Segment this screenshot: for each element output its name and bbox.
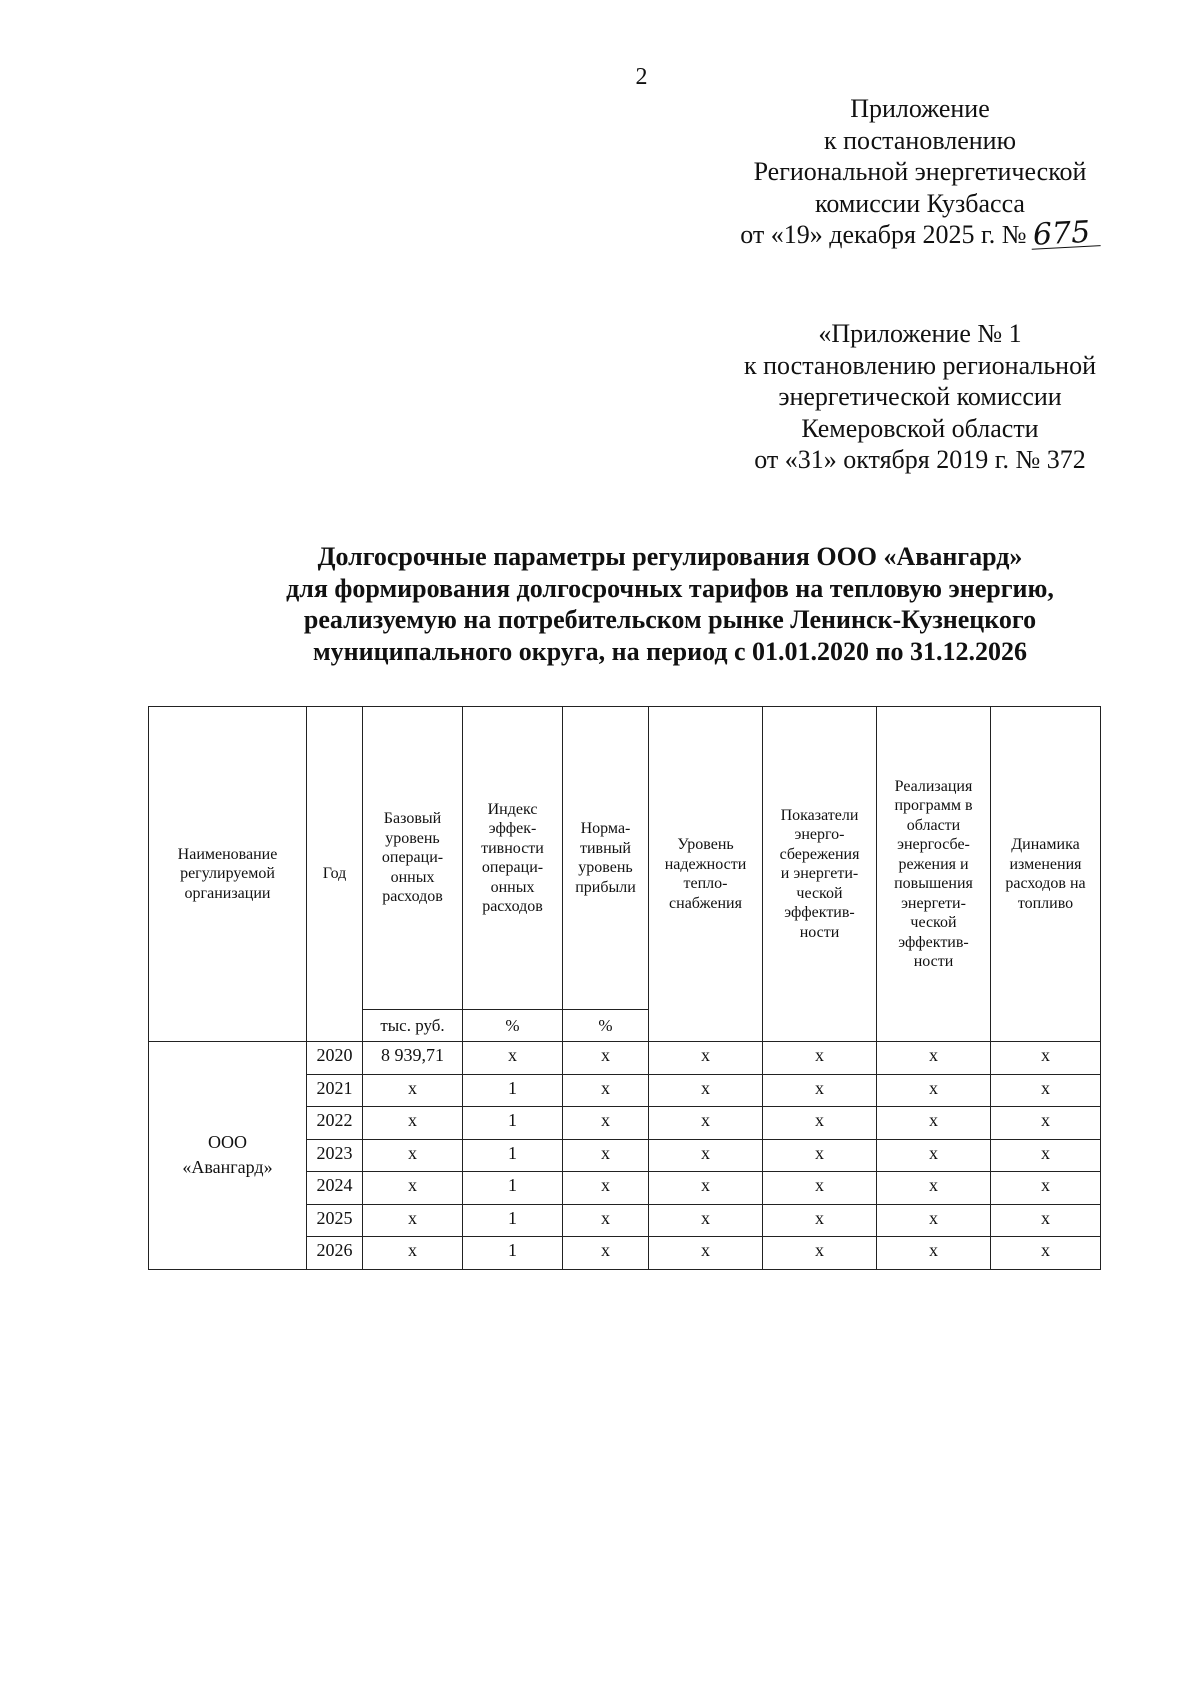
energy-saving-programs-cell: х [877,1139,991,1172]
annex-original-line: Кемеровской области [801,413,1039,443]
energy-saving-indicators-cell: х [763,1074,877,1107]
header-organization: Наименование регулируемой организации [149,707,307,1042]
document-title-line: для формирования долгосрочных тарифов на тепловую энергию, [286,573,1054,603]
annex-original-line: энергетической комиссии [778,382,1062,411]
year-cell: 2026 [307,1237,363,1270]
annex-current-date-line [680,214,1160,253]
normative-profit-cell: х [563,1139,649,1172]
header-year: Год [307,707,363,1042]
base-opex-cell: х [363,1172,463,1205]
annex-current-date-prefix: от «19» декабря 2025 г. № [740,220,1027,249]
header-energy-saving-programs: Реализация программ в области энергосбе- режения и повышения энергети- ческой эффектив- ности [877,707,991,1042]
header-energy-saving-indicators: Показатели энерго- сбережения и энергети- ческой эффектив- ности [763,707,877,1042]
efficiency-index-cell: 1 [463,1074,563,1107]
annex-current-line: комиссии Кузбасса [815,188,1025,218]
unit-efficiency-index: % [463,1010,563,1042]
annex-current-header [680,93,1160,251]
reliability-cell: х [649,1172,763,1205]
normative-profit-cell: х [563,1042,649,1075]
efficiency-index-cell: х [463,1042,563,1075]
normative-profit-cell: х [563,1237,649,1270]
fuel-cost-dynamics-cell: х [991,1042,1101,1075]
year-cell: 2022 [307,1107,363,1140]
efficiency-index-cell: 1 [463,1139,563,1172]
table-row [149,1042,1101,1075]
table-header-row [149,707,1101,1010]
reliability-cell: х [649,1237,763,1270]
reliability-cell: х [649,1107,763,1140]
energy-saving-indicators-cell: х [763,1139,877,1172]
year-cell: 2023 [307,1139,363,1172]
year-cell: 2020 [307,1042,363,1075]
document-title-line: муниципального округа, на период с 01.01.2020 по 31.12.2026 [312,636,1028,666]
annex-current-line: Региональной энергетической [753,157,1087,186]
base-opex-cell: х [363,1074,463,1107]
year-cell: 2024 [307,1172,363,1205]
header-fuel-cost-dynamics: Динамика изменения расходов на топливо [991,707,1101,1042]
annex-current-line: Приложение [850,94,990,123]
energy-saving-indicators-cell: х [763,1204,877,1237]
energy-saving-programs-cell: х [877,1074,991,1107]
energy-saving-programs-cell: х [877,1237,991,1270]
page-number: 2 [635,64,648,90]
energy-saving-indicators-cell: х [763,1237,877,1270]
document-title-line: реализуемую на потребительском рынке Ленинск-Кузнецкого [303,605,1037,634]
reliability-cell: х [649,1204,763,1237]
energy-saving-indicators-cell: х [763,1042,877,1075]
normative-profit-cell: х [563,1172,649,1205]
fuel-cost-dynamics-cell: х [991,1172,1101,1205]
document-title-line: Долгосрочные параметры регулирования ООО «Авангард» [317,542,1023,571]
energy-saving-programs-cell: х [877,1042,991,1075]
efficiency-index-cell: 1 [463,1107,563,1140]
energy-saving-programs-cell: х [877,1204,991,1237]
organization-name-cell: ООО «Авангард» [149,1042,307,1270]
fuel-cost-dynamics-cell: х [991,1237,1101,1270]
efficiency-index-cell: 1 [463,1172,563,1205]
reliability-cell: х [649,1074,763,1107]
normative-profit-cell: х [563,1107,649,1140]
year-cell: 2021 [307,1074,363,1107]
annex-current-line: к постановлению [823,125,1017,155]
efficiency-index-cell: 1 [463,1204,563,1237]
base-opex-cell: х [363,1107,463,1140]
base-opex-cell: х [363,1237,463,1270]
base-opex-cell: х [363,1139,463,1172]
annex-original-line: «Приложение № 1 [818,319,1022,348]
annex-original-line: к постановлению региональной [743,350,1097,380]
efficiency-index-cell: 1 [463,1237,563,1270]
document-title [200,541,1140,667]
header-normative-profit: Норма- тивный уровень прибыли [563,707,649,1010]
annex-original-header [680,318,1160,476]
annex-original-line: от «31» октября 2019 г. № 372 [754,445,1086,474]
fuel-cost-dynamics-cell: х [991,1107,1101,1140]
header-base-opex: Базовый уровень операци- онных расходов [363,707,463,1010]
fuel-cost-dynamics-cell: х [991,1074,1101,1107]
header-efficiency-index: Индекс эффек- тивности операци- онных расходов [463,707,563,1010]
year-cell: 2025 [307,1204,363,1237]
energy-saving-indicators-cell: х [763,1107,877,1140]
handwritten-document-number: 675 [1030,219,1101,250]
unit-base-opex: тыс. руб. [363,1010,463,1042]
regulation-parameters-table [148,706,1101,1270]
fuel-cost-dynamics-cell: х [991,1139,1101,1172]
energy-saving-programs-cell: х [877,1172,991,1205]
reliability-cell: х [649,1139,763,1172]
table-body [149,1042,1101,1270]
unit-normative-profit: % [563,1010,649,1042]
normative-profit-cell: х [563,1204,649,1237]
reliability-cell: х [649,1042,763,1075]
base-opex-cell: х [363,1204,463,1237]
energy-saving-programs-cell: х [877,1107,991,1140]
header-reliability: Уровень надежности тепло- снабжения [649,707,763,1042]
fuel-cost-dynamics-cell: х [991,1204,1101,1237]
energy-saving-indicators-cell: х [763,1172,877,1205]
normative-profit-cell: х [563,1074,649,1107]
base-opex-cell: 8 939,71 [363,1042,463,1075]
